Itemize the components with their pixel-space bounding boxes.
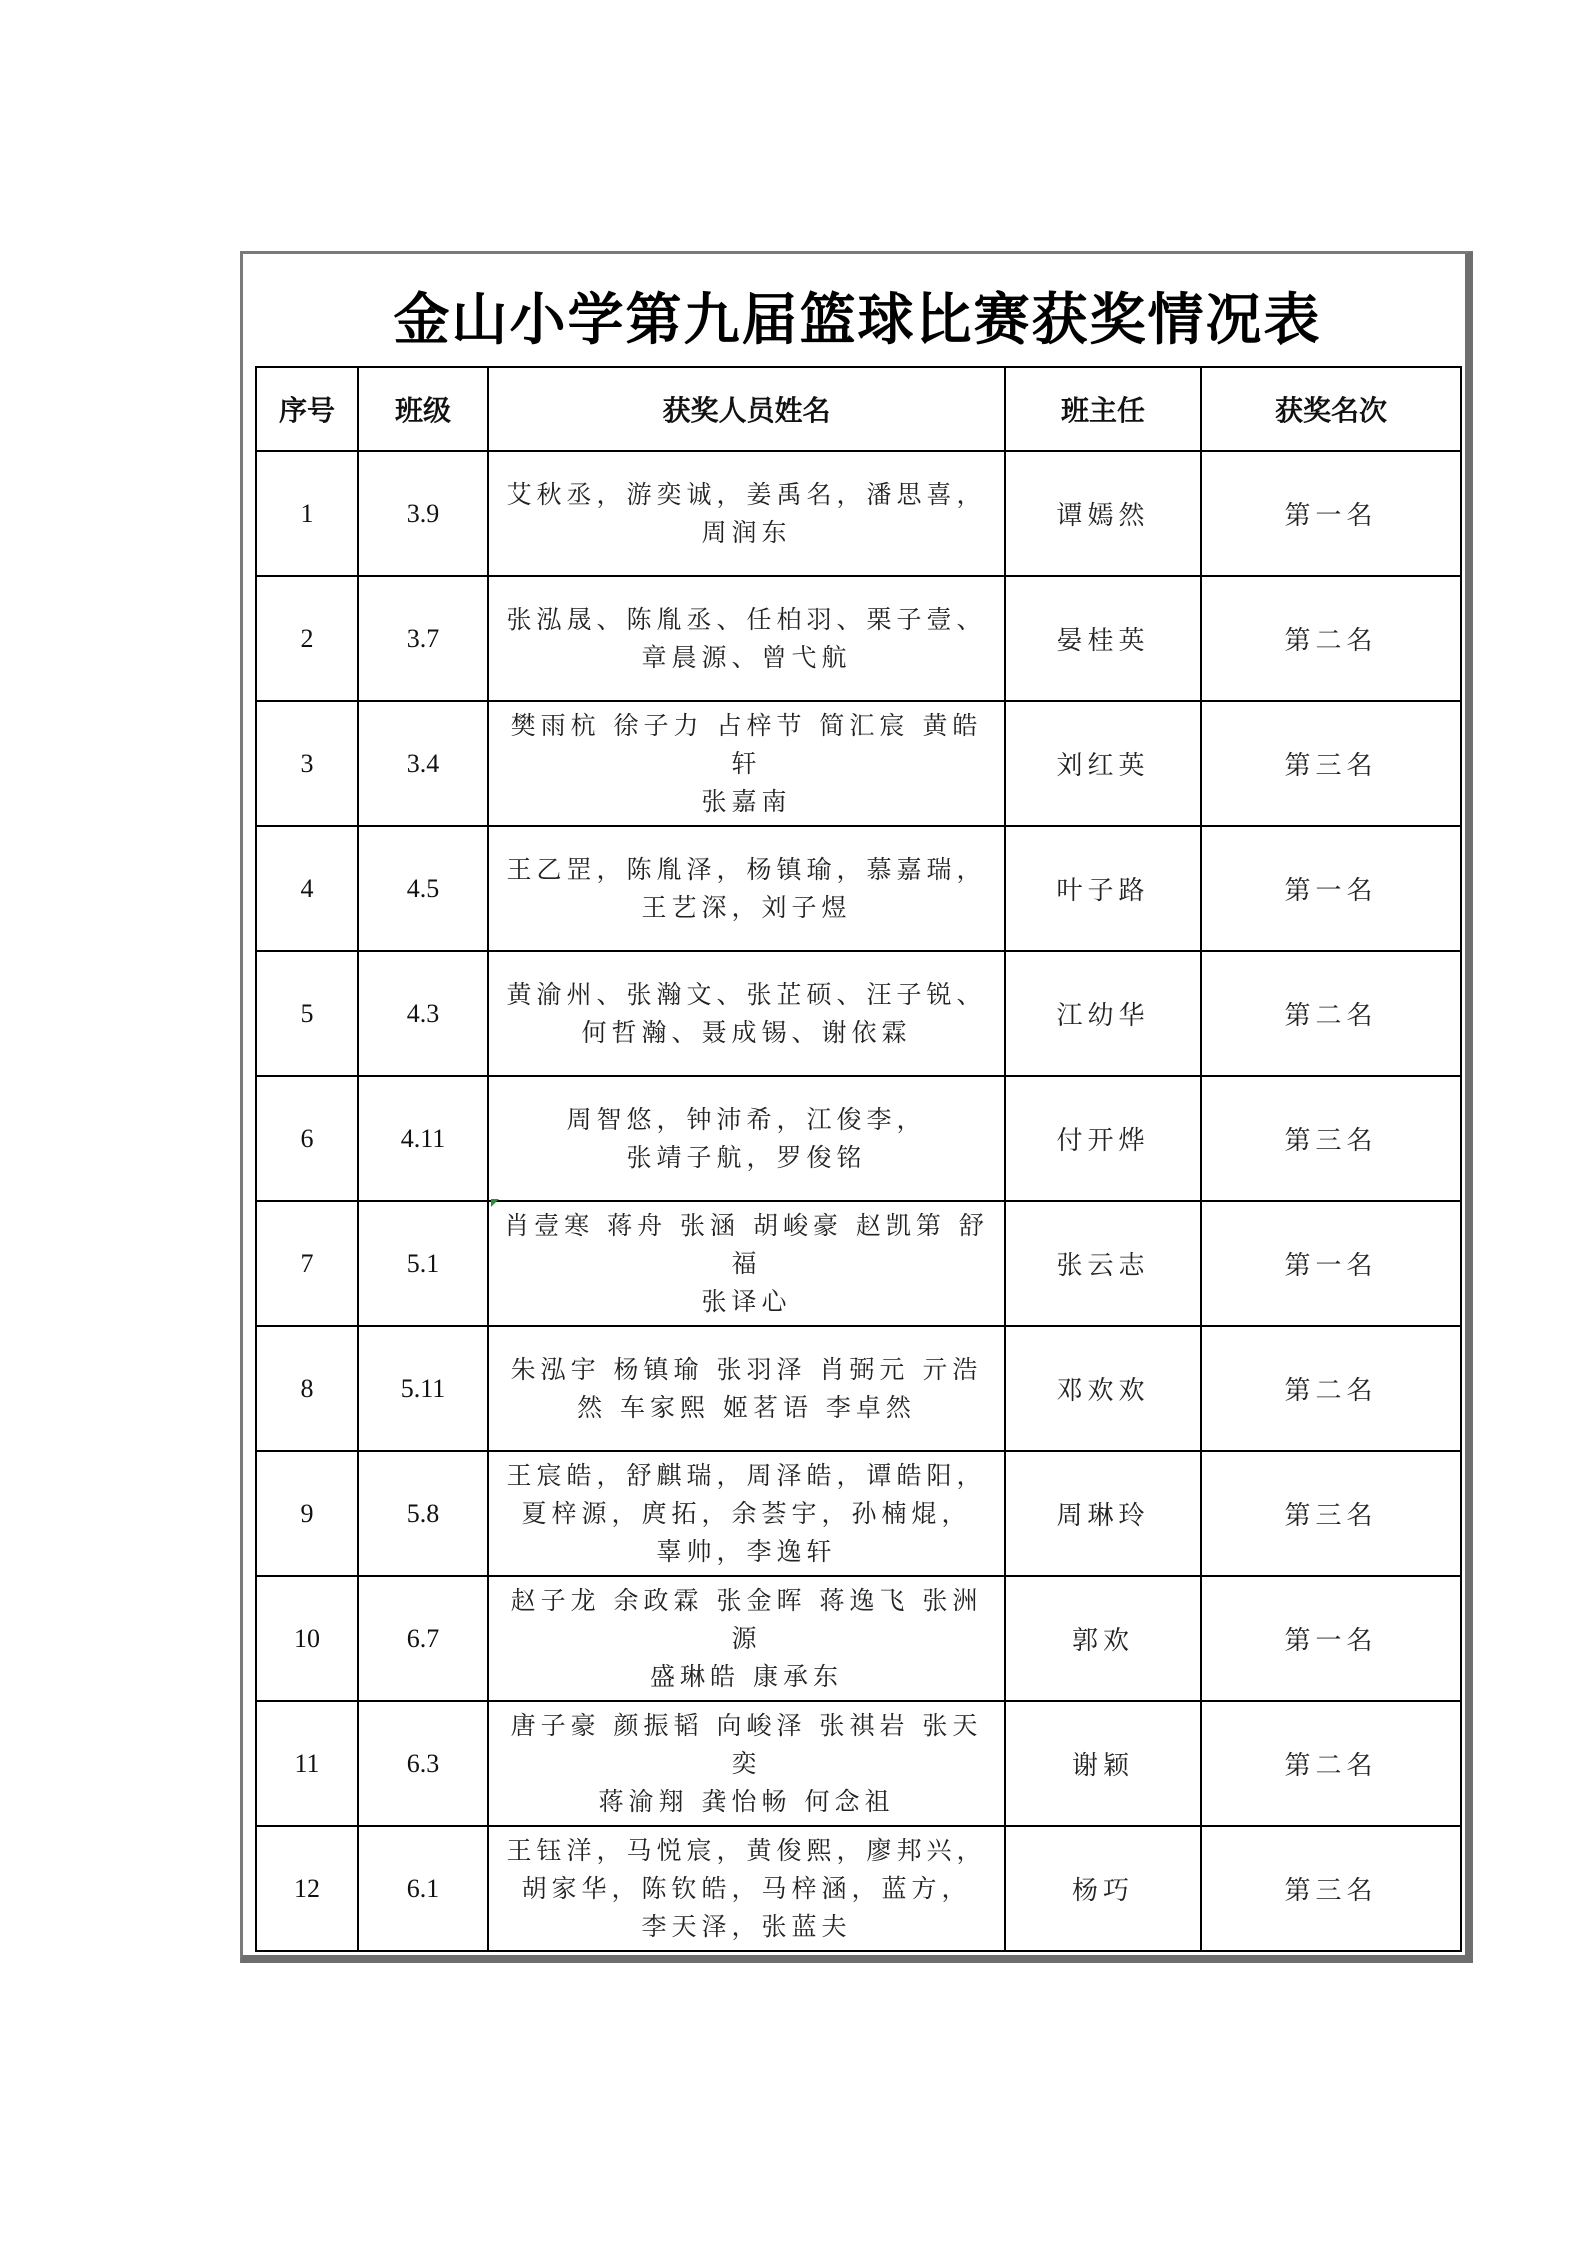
winner-names-line: 朱泓宇 杨镇瑜 张羽泽 肖弼元 亓浩	[510, 1354, 983, 1384]
row-head-teacher: 邓欢欢	[1005, 1326, 1201, 1451]
row-head-teacher: 刘红英	[1005, 701, 1201, 826]
winner-names-line: 艾秋丞，游奕诚，姜禹名，潘思喜，	[506, 479, 987, 509]
winner-names-line: 何哲瀚、聂成锡、谢依霖	[581, 1017, 912, 1047]
row-winner-names	[488, 451, 1005, 576]
header-teacher: 班主任	[1005, 367, 1201, 451]
row-head-teacher: 张云志	[1005, 1201, 1201, 1326]
winner-names-line: 肖壹寒 蒋舟 张涵 胡峻豪 赵凯第 舒福	[504, 1210, 989, 1278]
header-class: 班级	[358, 367, 488, 451]
row-award-rank: 第三名	[1201, 701, 1461, 826]
row-winner-names	[488, 1826, 1005, 1951]
header-names: 获奖人员姓名	[488, 367, 1005, 451]
table-body	[256, 451, 1461, 1951]
winner-names-line: 辜帅，李逸轩	[656, 1536, 837, 1566]
winner-names-line: 周智悠，钟沛希，江俊李，	[566, 1104, 927, 1134]
winner-names-line: 周润东	[701, 517, 792, 547]
table-row	[256, 1576, 1461, 1701]
row-number: 2	[256, 576, 358, 701]
row-award-rank: 第二名	[1201, 951, 1461, 1076]
row-class: 3.9	[358, 451, 488, 576]
winner-names-line: 蒋渝翔 龚怡畅 何念祖	[598, 1786, 895, 1816]
winner-names-line: 张译心	[701, 1286, 792, 1316]
row-award-rank: 第一名	[1201, 1576, 1461, 1701]
row-winner-names	[488, 1451, 1005, 1576]
row-award-rank: 第二名	[1201, 1326, 1461, 1451]
table-row	[256, 1076, 1461, 1201]
row-class: 6.7	[358, 1576, 488, 1701]
row-class: 4.3	[358, 951, 488, 1076]
row-award-rank: 第三名	[1201, 1451, 1461, 1576]
winner-names-line: 夏梓源，庹拓，余荟宇，孙楠焜，	[521, 1498, 972, 1528]
row-head-teacher: 周琳玲	[1005, 1451, 1201, 1576]
row-winner-names	[488, 1576, 1005, 1701]
row-number: 8	[256, 1326, 358, 1451]
row-award-rank: 第一名	[1201, 451, 1461, 576]
row-award-rank: 第一名	[1201, 1201, 1461, 1326]
row-class: 6.1	[358, 1826, 488, 1951]
winner-names-line: 赵子龙 余政霖 张金晖 蒋逸飞 张洲源	[510, 1585, 983, 1653]
header-row	[256, 367, 1461, 451]
row-winner-names	[488, 1326, 1005, 1451]
row-award-rank: 第二名	[1201, 576, 1461, 701]
winner-names-line: 樊雨杭 徐子力 占梓节 简汇宸 黄皓轩	[510, 710, 983, 778]
row-head-teacher: 谢颖	[1005, 1701, 1201, 1826]
row-number: 4	[256, 826, 358, 951]
table-row	[256, 1201, 1461, 1326]
winner-names-line: 王宸皓，舒麒瑞，周泽皓，谭皓阳，	[506, 1460, 987, 1490]
row-class: 5.11	[358, 1326, 488, 1451]
row-number: 1	[256, 451, 358, 576]
table-row	[256, 1451, 1461, 1576]
row-award-rank: 第三名	[1201, 1076, 1461, 1201]
table-row	[256, 451, 1461, 576]
row-number: 9	[256, 1451, 358, 1576]
winner-names-line: 盛琳皓 康承东	[650, 1661, 843, 1691]
row-number: 6	[256, 1076, 358, 1201]
table-row	[256, 826, 1461, 951]
row-winner-names	[488, 1076, 1005, 1201]
page-title: 金山小学第九届篮球比赛获奖情况表	[393, 287, 1322, 353]
row-winner-names	[488, 951, 1005, 1076]
table-row	[256, 951, 1461, 1076]
row-class: 4.5	[358, 826, 488, 951]
header-rank: 获奖名次	[1201, 367, 1461, 451]
row-head-teacher: 郭欢	[1005, 1576, 1201, 1701]
row-head-teacher: 晏桂英	[1005, 576, 1201, 701]
winner-names-line: 李天泽，张蓝夫	[641, 1911, 852, 1941]
winner-names-line: 黄渝州、张瀚文、张芷硕、汪子锐、	[506, 979, 987, 1009]
table-row	[256, 1701, 1461, 1826]
table-row	[256, 1326, 1461, 1451]
row-head-teacher: 江幼华	[1005, 951, 1201, 1076]
row-winner-names	[488, 576, 1005, 701]
row-number: 10	[256, 1576, 358, 1701]
row-class: 5.1	[358, 1201, 488, 1326]
row-head-teacher: 叶子路	[1005, 826, 1201, 951]
row-head-teacher: 杨巧	[1005, 1826, 1201, 1951]
table-row	[256, 1826, 1461, 1951]
row-number: 7	[256, 1201, 358, 1326]
row-number: 12	[256, 1826, 358, 1951]
winner-names-line: 张嘉南	[701, 786, 792, 816]
row-award-rank: 第一名	[1201, 826, 1461, 951]
winner-names-line: 王乙罡，陈胤泽，杨镇瑜，慕嘉瑞，	[506, 854, 987, 884]
row-class: 6.3	[358, 1701, 488, 1826]
row-number: 11	[256, 1701, 358, 1826]
row-class: 4.11	[358, 1076, 488, 1201]
winner-names-line: 张泓晟、陈胤丞、任柏羽、栗子壹、	[506, 604, 987, 634]
table-row	[256, 576, 1461, 701]
winner-names-line: 然 车家熙 姬茗语 李卓然	[577, 1392, 916, 1422]
winner-names-line: 唐子豪 颜振韬 向峻泽 张祺岩 张天奕	[510, 1710, 983, 1778]
table-row	[256, 701, 1461, 826]
row-winner-names	[488, 701, 1005, 826]
row-head-teacher: 谭嫣然	[1005, 451, 1201, 576]
award-table	[255, 366, 1462, 1952]
header-no: 序号	[256, 367, 358, 451]
winner-names-line: 张靖子航，罗俊铭	[626, 1142, 867, 1172]
row-number: 5	[256, 951, 358, 1076]
winner-names-line: 章晨源、曾弋航	[641, 642, 852, 672]
row-winner-names	[488, 1201, 1005, 1326]
cell-comment-marker	[491, 1199, 499, 1207]
row-number: 3	[256, 701, 358, 826]
row-award-rank: 第三名	[1201, 1826, 1461, 1951]
row-winner-names	[488, 1701, 1005, 1826]
winner-names-line: 胡家华，陈钦皓，马梓涵，蓝方，	[521, 1873, 972, 1903]
row-winner-names	[488, 826, 1005, 951]
row-award-rank: 第二名	[1201, 1701, 1461, 1826]
row-class: 3.7	[358, 576, 488, 701]
winner-names-line: 王艺深，刘子煜	[641, 892, 852, 922]
row-head-teacher: 付开烨	[1005, 1076, 1201, 1201]
row-class: 3.4	[358, 701, 488, 826]
row-class: 5.8	[358, 1451, 488, 1576]
winner-names-line: 王钰洋，马悦宸，黄俊熙，廖邦兴，	[506, 1835, 987, 1865]
